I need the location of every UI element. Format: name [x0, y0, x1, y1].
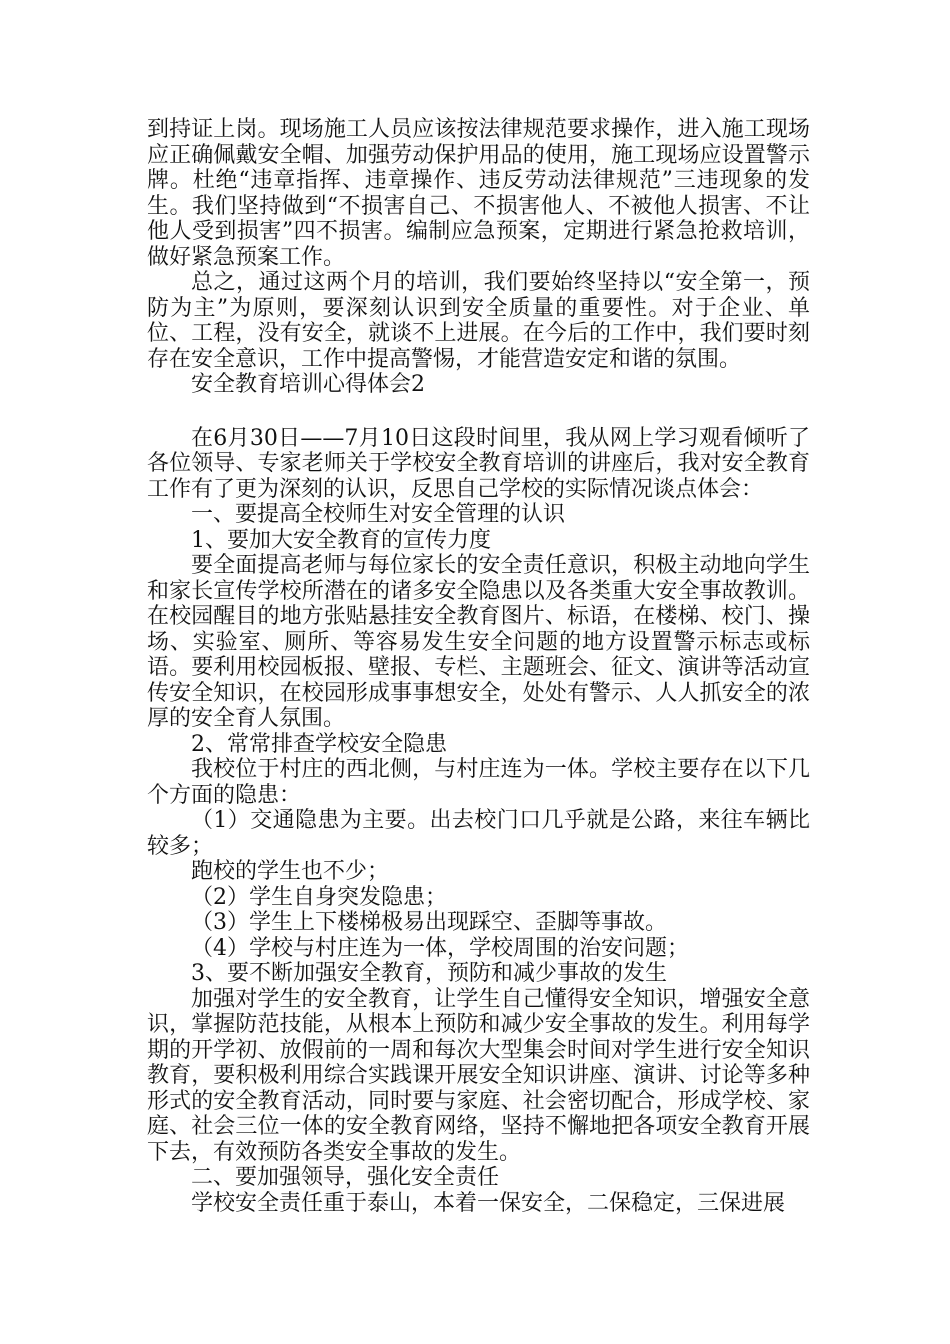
heading-one: 一、要提高全校师生对安全管理的认识 — [191, 502, 566, 527]
section-title: 安全教育培训心得体会2 — [191, 372, 425, 397]
paragraph-summary: 总之，通过这两个月的培训，我们要始终坚持以“安全第一，预防为主”为原则，要深刻认识到安全质量的重要性。对于企业、单位、工程，没有安全，就谈不上进展。在今后的工作中，我们要时刻存在安全意识，工作中提高警惕，才能营造安定和谐的氛围。 — [147, 270, 810, 372]
hazard-item-3: （3）学生上下楼梯极易出现踩空、歪脚等事故。 — [191, 910, 667, 935]
paragraph-certification: 到持证上岗。现场施工人员应该按法律规范要求操作，进入施工现场应正确佩戴安全帽、加强劳动保护用品的使用，施工现场应设置警示牌。杜绝“违章指挥、违章操作、违反劳动法律规范”三违现象的发生。我们坚持做到“不损害自己、不损害他人、不被他人损害、不让他人受到损害”四不损害。编制应急预案，定期进行紧急抢救培训，做好紧急预案工作。 — [147, 117, 810, 270]
blank-line — [147, 398, 810, 426]
hazard-item-1: （1）交通隐患为主要。出去校门口几乎就是公路，来往车辆比较多； — [147, 808, 810, 859]
heading-two: 二、要加强领导，强化安全责任 — [191, 1165, 500, 1190]
subheading-1: 1、要加大安全教育的宣传力度 — [191, 527, 491, 553]
subheading-3: 3、要不断加强安全教育，预防和减少事故的发生 — [191, 961, 667, 986]
paragraph-education: 加强对学生的安全教育，让学生自己懂得安全知识，增强安全意识，掌握防范技能，从根本上预防和减少安全事故的发生。利用每学期的开学初、放假前的一周和每次大型集会时间对学生进行安全知识教育，要积极利用综合实践课开展安全知识讲座、演讲、讨论等多种形式的安全教育活动，同时要与家庭、社会密切配合，形成学校、家庭、社会三位一体的安全教育网络，坚持不懈地把各项安全教育开展下去，有效预防各类安全事故的发生。 — [147, 986, 810, 1165]
hazard-item-2: （2）学生自身突发隐患； — [191, 884, 447, 910]
paragraph-publicity: 要全面提高老师与每位家长的安全责任意识，积极主动地向学生和家长宣传学校所潜在的诸多安全隐患以及各类重大安全事故教训。在校园醒目的地方张贴悬挂安全教育图片、标语，在楼梯、校门、操场、实验室、厕所、等容易发生安全问题的地方设置警示标志或标语。要利用校园板报、壁报、专栏、主题班会、征文、演讲等活动宣传安全知识，在校园形成事事想安全，处处有警示、人人抓安全的浓厚的安全育人氛围。 — [147, 553, 810, 731]
paragraph-location: 我校位于村庄的西北侧，与村庄连为一体。学校主要存在以下几个方面的隐患： — [147, 757, 810, 808]
paragraph-intro: 在6月30日——7月10日这段时间里，我从网上学习观看倾听了各位领导、专家老师关于学校安全教育培训的讲座后，我对安全教育工作有了更为深刻的认识，反思自己学校的实际情况谈点体会： — [147, 425, 810, 502]
hazard-item-1-continued: 跑校的学生也不少； — [191, 859, 390, 884]
hazard-item-4: （4）学校与村庄连为一体，学校周围的治安问题； — [191, 935, 689, 961]
subheading-2: 2、常常排查学校安全隐患 — [191, 731, 447, 757]
paragraph-responsibility: 学校安全责任重于泰山，本着一保安全，二保稳定，三保进展 — [191, 1190, 786, 1216]
